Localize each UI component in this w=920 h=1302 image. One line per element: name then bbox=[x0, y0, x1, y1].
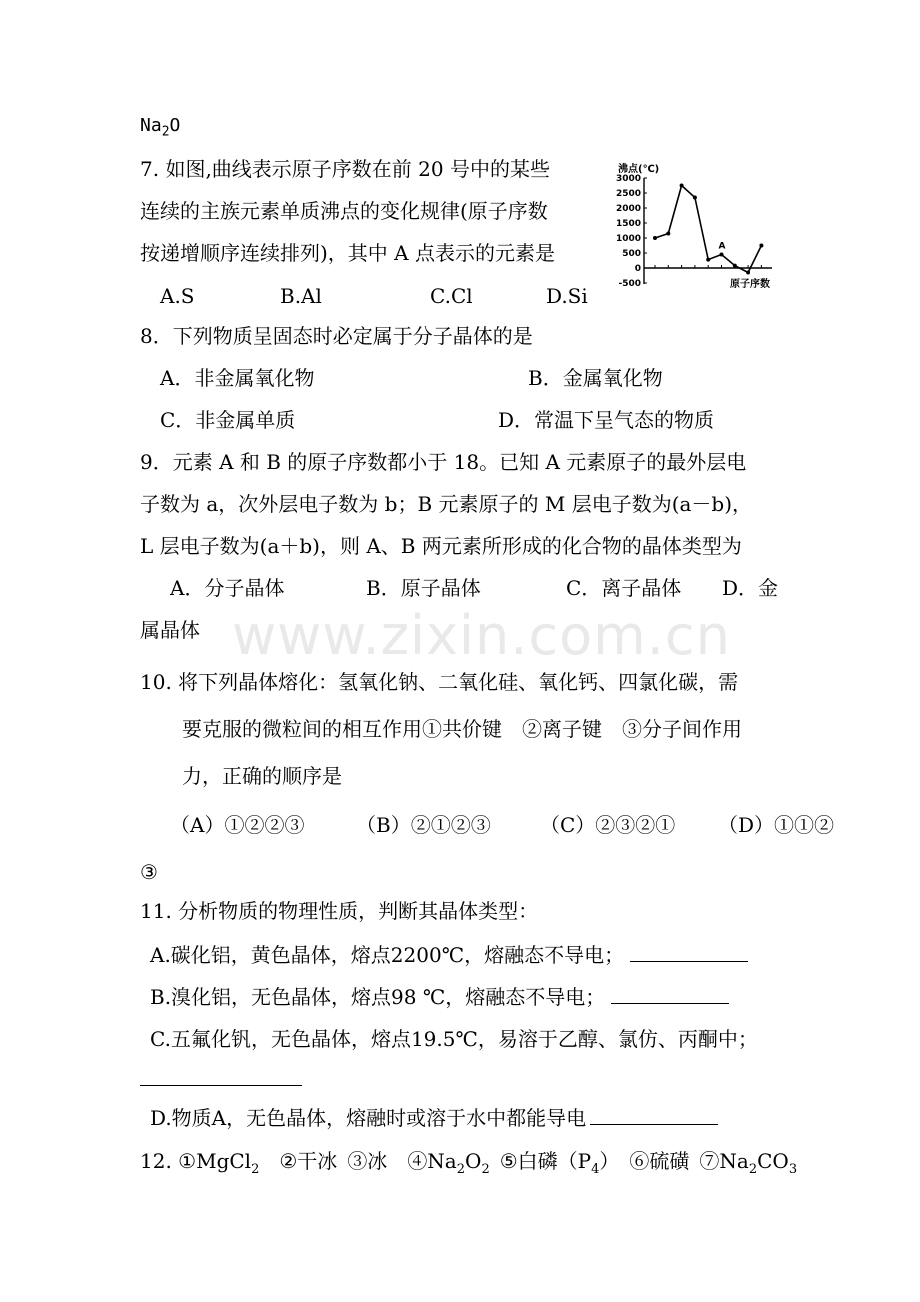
q12-item-4: $④Na_2O_2$ bbox=[407, 1149, 490, 1177]
q11-blank-d[interactable] bbox=[590, 1106, 718, 1125]
watermark: www.zixin.com.cn bbox=[232, 604, 731, 667]
chart-xlabel: 原子序数 bbox=[730, 279, 770, 290]
q9-line1: 9．元素 A 和 B 的原子序数都小于 18。已知 A 元素原子的最外层电 bbox=[140, 450, 747, 474]
q7-line1: 7. 如图,曲线表示原子序数在前 20 号中的某些 bbox=[140, 157, 550, 181]
q10-line2: 要克服的微粒间的相互作用①共价键 ②离子键 ③分子间作用 bbox=[182, 717, 742, 741]
chart-ytick-label: 1000 bbox=[615, 234, 641, 244]
q10-option-d: （D）①①② bbox=[718, 813, 835, 837]
q12-item-5: ⑤白磷$(P_4)$ bbox=[499, 1149, 620, 1177]
chart-ytick-label: 0 bbox=[634, 264, 641, 274]
q12-item-1: ①MgCl$_2$ bbox=[178, 1149, 260, 1177]
chart-data-point bbox=[759, 244, 763, 248]
q7-line3: 按递增顺序连续排列)，其中 A 点表示的元素是 bbox=[140, 241, 555, 265]
q7-option-b: B.Al bbox=[280, 284, 322, 308]
q11-item-c: C.五氟化钒，无色晶体，熔点19.5℃，易溶于乙醇、氯仿、丙酮中； bbox=[150, 1027, 758, 1051]
boiling-point-chart bbox=[612, 156, 792, 296]
top-formula: $Na_2O$ bbox=[140, 115, 181, 140]
chart-data-point bbox=[746, 271, 750, 275]
q12-item-6: ⑥硫磺 bbox=[629, 1149, 690, 1173]
chart-ytick-label: 3000 bbox=[615, 174, 641, 184]
q10-wrap: ③ bbox=[140, 860, 158, 884]
q10-line3: 力，正确的顺序是 bbox=[182, 764, 342, 788]
q9-option-c: C．离子晶体 bbox=[566, 576, 682, 600]
chart-ytick-label: 1500 bbox=[615, 219, 641, 229]
q10-line1: 10. 将下列晶体熔化：氢氧化钠、二氧化硅、氧化钙、四氯化碳，需 bbox=[140, 670, 739, 694]
chart-data-point bbox=[693, 196, 697, 200]
q9-line2: 子数为 a，次外层电子数为 b；B 元素原子的 M 层电子数为(a－b)， bbox=[140, 492, 753, 516]
q11-blank-c[interactable] bbox=[140, 1085, 302, 1086]
q11-blank-a[interactable] bbox=[630, 943, 748, 962]
chart-ytick-label: 2500 bbox=[615, 189, 641, 199]
q8-stem: 8．下列物质呈固态时必定属于分子晶体的是 bbox=[140, 324, 533, 348]
q11-item-d: D.物质A，无色晶体，熔融时或溶于水中都能导电 bbox=[150, 1105, 718, 1131]
q7-option-c: C.Cl bbox=[430, 284, 473, 308]
q11-stem: 11. 分析物质的物理性质，判断其晶体类型： bbox=[140, 899, 539, 923]
q8-option-a: A．非金属氧化物 bbox=[160, 366, 315, 390]
q8-option-b: B．金属氧化物 bbox=[528, 366, 663, 390]
chart-data-point bbox=[666, 232, 670, 236]
chart-ytick-label: 500 bbox=[622, 249, 641, 259]
q11-item-b: B.溴化铝，无色晶体，熔点98 ℃，熔融态不导电； bbox=[150, 984, 729, 1010]
q12-item-7: $⑦Na_2CO_3$ bbox=[699, 1149, 798, 1177]
chart-point-label-a: A bbox=[718, 241, 726, 252]
q12-item-2: ②干冰 bbox=[279, 1149, 338, 1173]
q9-option-b: B．原子晶体 bbox=[366, 576, 481, 600]
q7-option-d: D.Si bbox=[546, 284, 588, 308]
q7-line2: 连续的主族元素单质沸点的变化规律(原子序数 bbox=[140, 199, 548, 223]
chart-data-point bbox=[680, 184, 684, 188]
chart-ytick-label: -500 bbox=[618, 279, 641, 289]
chart-data-point bbox=[653, 236, 657, 240]
chart-ytick-label: 2000 bbox=[615, 204, 641, 214]
q7-option-a: A.S bbox=[160, 284, 195, 308]
q12-line: 12. ①MgCl$_2$ ②干冰 ③冰 $④Na_2O_2$ ⑤白磷$(P_4)$ ⑥硫磺 $⑦Na_2CO_3$ bbox=[140, 1149, 798, 1177]
q9-option-d: D．金 bbox=[722, 576, 779, 600]
q9-wrap: 属晶体 bbox=[140, 618, 200, 642]
q10-option-b: （B）②①②③ bbox=[356, 813, 491, 837]
chart-data-point bbox=[733, 264, 737, 268]
q11-item-a: A.碳化铝，黄色晶体，熔点2200℃，熔融态不导电； bbox=[150, 942, 748, 968]
q9-line3: L 层电子数为(a＋b)，则 A、B 两元素所形成的化合物的晶体类型为 bbox=[140, 534, 742, 558]
q8-option-d: D．常温下呈气态的物质 bbox=[498, 408, 715, 432]
chart-ylabel: 沸点(℃) bbox=[618, 164, 660, 175]
q10-option-c: （C）②③②① bbox=[540, 813, 676, 837]
chart-data-point bbox=[720, 253, 724, 257]
q12-item-3: ③冰 bbox=[347, 1149, 388, 1173]
chart-data-point bbox=[706, 258, 710, 262]
q10-option-a: （A）①②②③ bbox=[170, 813, 305, 837]
q8-option-c: C．非金属单质 bbox=[160, 408, 296, 432]
q11-blank-b[interactable] bbox=[611, 985, 729, 1004]
q9-option-a: A．分子晶体 bbox=[170, 576, 285, 600]
